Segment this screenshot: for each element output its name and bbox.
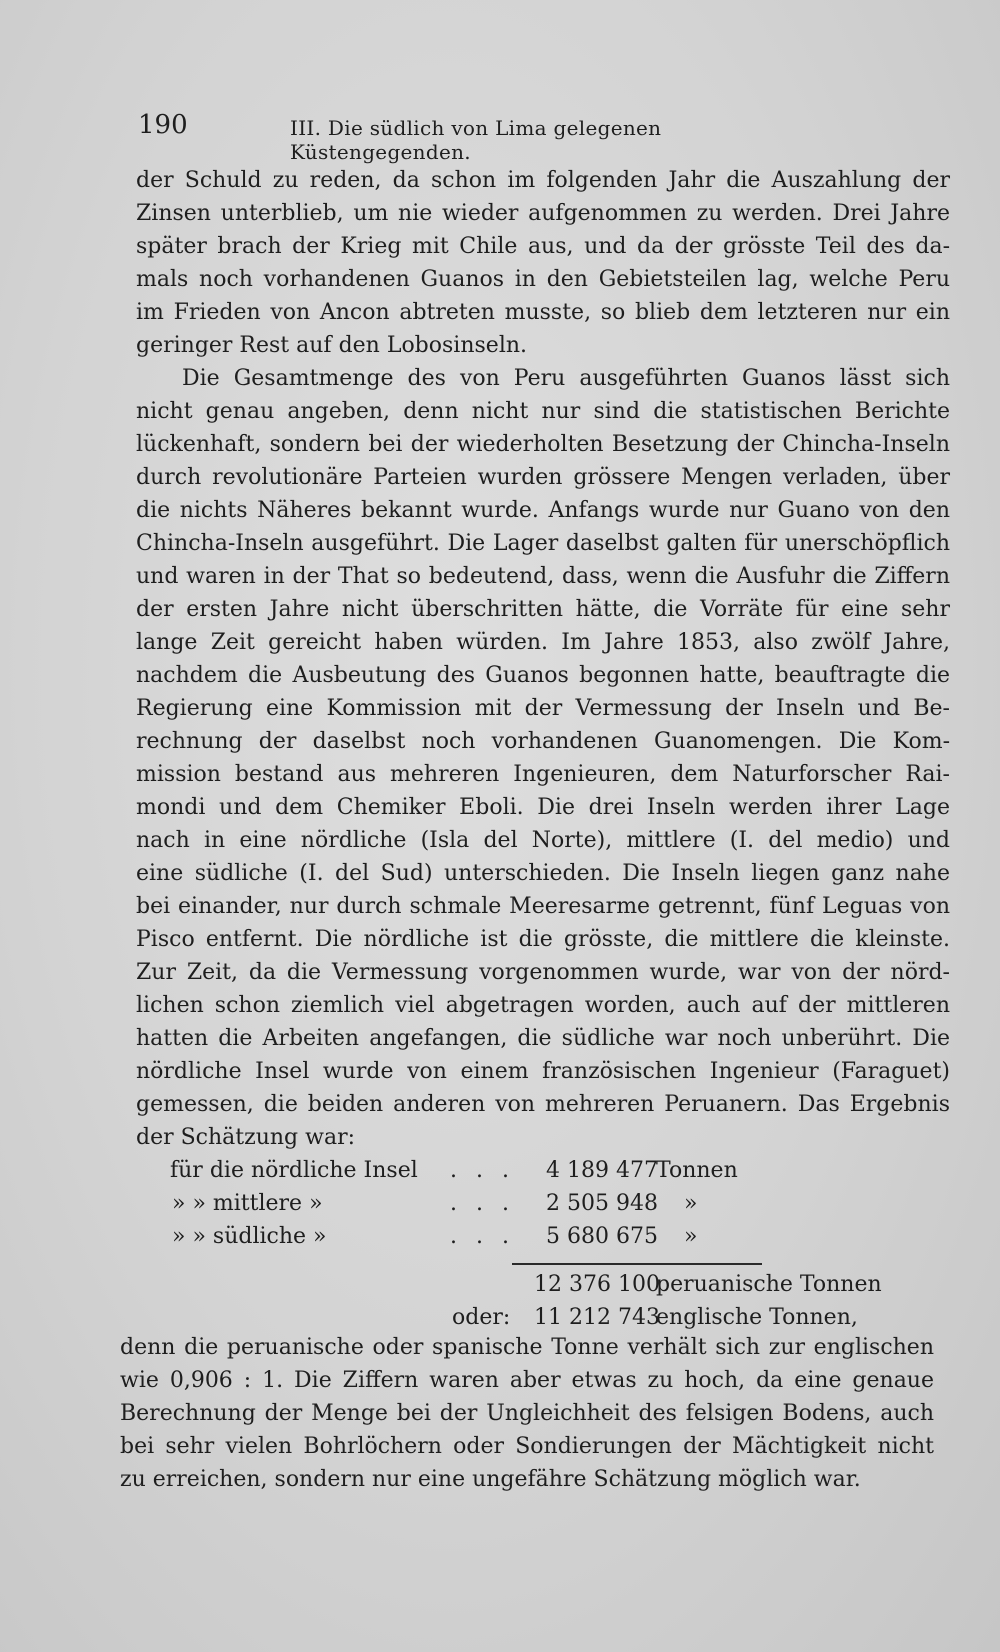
text-line: geringer Rest auf den Lobosinseln. [136,333,528,358]
table-row [136,1187,950,1220]
row-label: » » mittlere » [172,1191,323,1216]
text-line: der ersten Jahre nicht überschritten hätte, die Vorräte für eine sehr [136,597,950,622]
tonnage-table [136,1154,950,1354]
text-line: Zinsen unterblieb, um nie wieder aufgenommen zu werden. Drei Jahre [136,201,950,226]
total-value: 12 376 100 [534,1272,660,1297]
text-line: nach in eine nördliche (Isla del Norte), mittlere (I. del medio) und [136,828,950,853]
row-unit: Tonnen [656,1158,738,1183]
text-line: wie 0,906 : 1. Die Ziffern waren aber etwas zu hoch, da eine genaue [120,1368,934,1393]
table-row [136,1154,950,1187]
sum-rule [512,1263,762,1265]
text-line: die nichts Näheres bekannt wurde. Anfangs wurde nur Guano von den [136,498,950,523]
text-line: Regierung eine Kommission mit der Vermessung der Inseln und Be- [136,696,950,721]
text-line: Chincha-Inseln ausgeführt. Die Lager daselbst galten für unerschöpflich [136,531,950,556]
alt-unit: englische Tonnen, [656,1305,858,1330]
row-unit: » [684,1191,698,1216]
paragraph-start: Die Gesamtmenge des von Peru ausgeführten Guanos lässt sich [182,366,950,391]
text-line: Zur Zeit, da die Vermessung vorgenommen wurde, war von der nörd- [136,960,950,985]
leader-dots: . . . [450,1158,515,1183]
text-line: bei sehr vielen Bohrlöchern oder Sondierungen der Mächtigkeit nicht [120,1434,934,1459]
row-unit: » [684,1224,698,1249]
alt-prefix: oder: [452,1305,511,1330]
text-line: bei einander, nur durch schmale Meeresarme getrennt, fünf Leguas von [136,894,950,919]
row-label: für die nördliche Insel [170,1158,418,1183]
text-line: zu erreichen, sondern nur eine ungefähre Schätzung möglich war. [120,1467,861,1492]
text-line: mission bestand aus mehreren Ingenieuren, dem Naturforscher Rai- [136,762,950,787]
text-line: gemessen, die beiden anderen von mehreren Peruanern. Das Ergebnis [136,1092,950,1117]
text-line: Pisco entfernt. Die nördliche ist die grösste, die mittlere die kleinste. [136,927,950,952]
text-line: der Schätzung war: [136,1125,356,1150]
page-header [138,110,838,164]
text-line: mals noch vorhandenen Guanos in den Gebietsteilen lag, welche Peru [136,267,950,292]
text-line: im Frieden von Ancon abtreten musste, so blieb dem letzteren nur ein [136,300,950,325]
text-line: und waren in der That so bedeutend, dass, wenn die Ausfuhr die Ziffern [136,564,950,589]
total-unit: peruanische Tonnen [656,1272,882,1297]
text-line: nicht genau angeben, denn nicht nur sind die statistischen Berichte [136,399,950,424]
page-number: 190 [138,110,188,140]
leader-dots: . . . [450,1224,515,1249]
leader-dots: . . . [450,1191,515,1216]
text-line: hatten die Arbeiten angefangen, die südliche war noch unberührt. Die [136,1026,950,1051]
table-row [136,1220,950,1253]
text-line: Berechnung der Menge bei der Ungleichheit des felsigen Bodens, auch [120,1401,934,1426]
text-line: durch revolutionäre Parteien wurden grössere Mengen verladen, über [136,465,950,490]
text-line: eine südliche (I. del Sud) unterschieden. Die Inseln liegen ganz nahe [136,861,950,886]
text-line: lichen schon ziemlich viel abgetragen worden, auch auf der mittleren [136,993,950,1018]
text-line: nachdem die Ausbeutung des Guanos begonnen hatte, beauftragte die [136,663,950,688]
text-line: später brach der Krieg mit Chile aus, und da der grösste Teil des da- [136,234,950,259]
text-line: denn die peruanische oder spanische Tonne verhält sich zur englischen [120,1335,934,1360]
alt-value: 11 212 743 [534,1305,660,1330]
alt-total-row [136,1301,950,1334]
total-row [136,1268,950,1301]
running-title: III. Die südlich von Lima gelegenen Küstengegenden. [290,116,662,164]
text-line: rechnung der daselbst noch vorhandenen Guanomengen. Die Kom- [136,729,950,754]
text-line: mondi und dem Chemiker Eboli. Die drei Inseln werden ihrer Lage [136,795,950,820]
text-line: lange Zeit gereicht haben würden. Im Jahre 1853, also zwölf Jahre, [136,630,950,655]
text-line: der Schuld zu reden, da schon im folgenden Jahr die Auszahlung der [136,168,950,193]
text-line: nördliche Insel wurde von einem französischen Ingenieur (Faraguet) [136,1059,950,1084]
text-line: lückenhaft, sondern bei der wiederholten Besetzung der Chincha-Inseln [136,432,950,457]
body-text [136,164,950,1154]
closing-text [120,1331,934,1496]
row-value: 4 189 477 [546,1158,658,1183]
row-label: » » südliche » [172,1224,327,1249]
row-value: 5 680 675 [546,1224,658,1249]
row-value: 2 505 948 [546,1191,658,1216]
